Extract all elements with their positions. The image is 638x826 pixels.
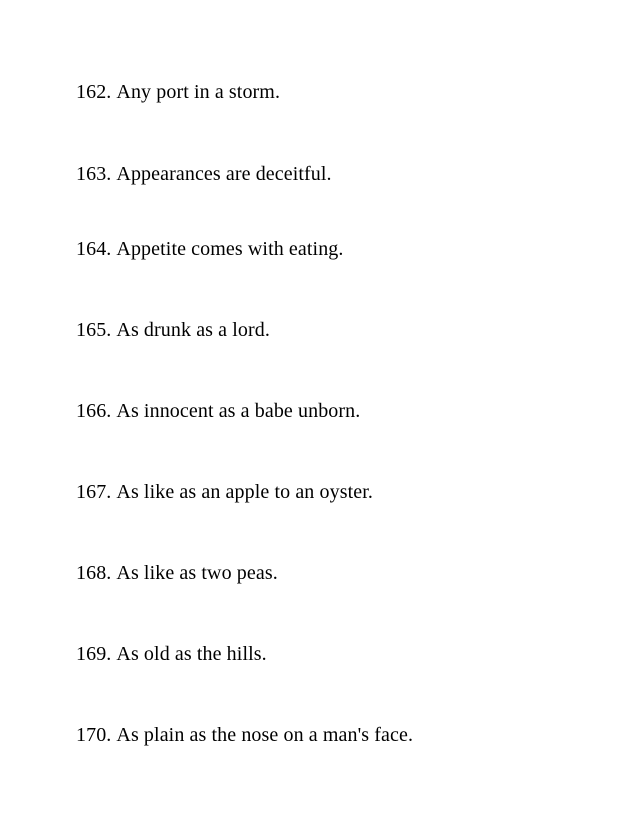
proverb-number: 162. (76, 81, 112, 103)
proverb-text: Appearances are deceitful. (116, 163, 332, 185)
proverb-text: As old as the hills. (116, 643, 267, 665)
proverb-item (76, 162, 332, 186)
proverb-item (76, 561, 278, 585)
proverb-text: As innocent as a babe unborn. (116, 400, 361, 422)
proverb-item (76, 642, 267, 666)
proverb-item (76, 480, 373, 504)
proverb-text: Any port in a storm. (116, 81, 281, 103)
proverb-number: 166. (76, 400, 112, 422)
proverb-item (76, 399, 360, 423)
proverb-text: As like as two peas. (116, 562, 278, 584)
proverb-number: 169. (76, 643, 112, 665)
proverb-text: Appetite comes with eating. (116, 238, 344, 260)
proverb-number: 164. (76, 238, 112, 260)
proverb-item (76, 318, 270, 342)
proverb-number: 170. (76, 724, 112, 746)
proverb-item (76, 80, 280, 104)
proverb-item (76, 723, 413, 747)
proverb-number: 168. (76, 562, 112, 584)
proverb-number: 165. (76, 319, 112, 341)
proverb-text: As plain as the nose on a man's face. (116, 724, 414, 746)
proverb-item (76, 237, 344, 261)
proverb-text: As drunk as a lord. (116, 319, 270, 341)
proverb-text: As like as an apple to an oyster. (116, 481, 373, 503)
proverb-number: 163. (76, 163, 112, 185)
proverb-number: 167. (76, 481, 112, 503)
